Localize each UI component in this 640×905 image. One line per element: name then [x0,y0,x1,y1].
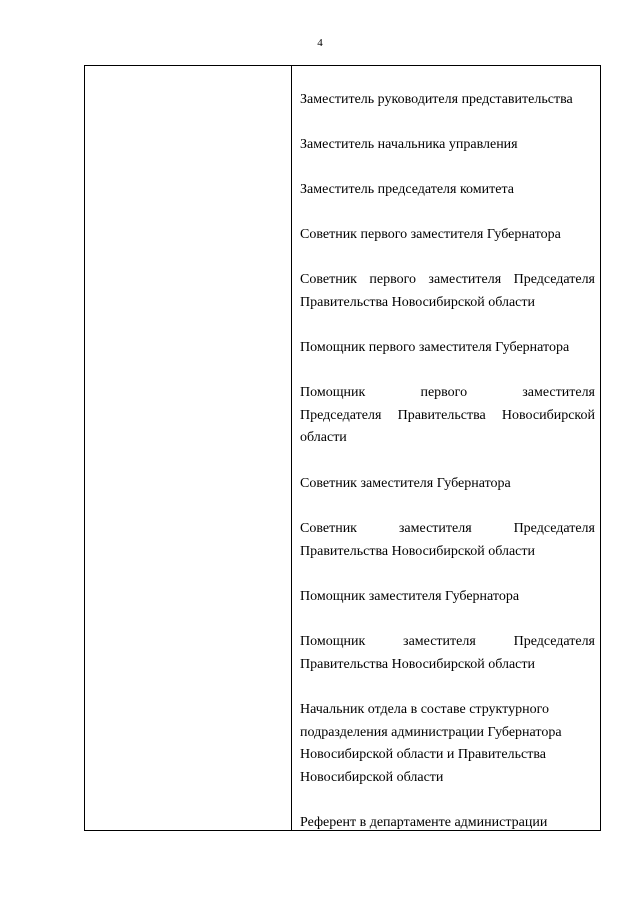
list-item [300,382,595,450]
list-item [300,473,595,496]
entry-line: Начальник отдела в составе структурного [300,702,549,717]
entry-line: Советник первого заместителя Председателя [300,272,595,287]
entry-line: Новосибирской области [300,769,444,785]
entry-line: Правительства Новосибирской области [300,543,535,559]
entry-line: Правительства Новосибирской области [300,656,535,672]
list-item [300,631,595,676]
entry-line: Помощник первого заместителя [300,385,595,400]
entry-line: Правительства Новосибирской области [300,294,535,310]
list-item [300,337,595,360]
column-divider [291,66,292,830]
entry-line: Заместитель председателя комитета [300,182,514,197]
entry-line: подразделения администрации Губернатора [300,724,562,740]
list-item [300,224,595,247]
list-item [300,134,595,157]
list-item [300,179,595,202]
entry-line: Заместитель начальника управления [300,137,518,152]
entry-line: Заместитель руководителя представительства [300,92,573,107]
positions-table [84,65,601,831]
entry-line: Помощник заместителя Председателя [300,634,595,649]
entry-line: Помощник заместителя Губернатора [300,589,520,604]
page-number: 4 [317,37,323,49]
table-left-cell [85,66,291,830]
entry-line: Референт в департаменте администрации [300,815,548,830]
entry-line: Советник первого заместителя Губернатора [300,227,561,242]
entry-line: Советник заместителя Председателя [300,521,595,536]
list-item [300,699,595,789]
list-item [300,812,595,835]
entry-line: Помощник первого заместителя Губернатора [300,340,570,355]
entry-line: области [300,430,347,445]
list-item [300,89,595,112]
entry-line: Советник заместителя Губернатора [300,476,511,491]
list-item [300,269,595,314]
entry-line: Новосибирской области и Правительства [300,747,546,762]
list-item [300,586,595,609]
entry-line: Председателя Правительства Новосибирской [300,407,595,423]
list-item [300,518,595,563]
